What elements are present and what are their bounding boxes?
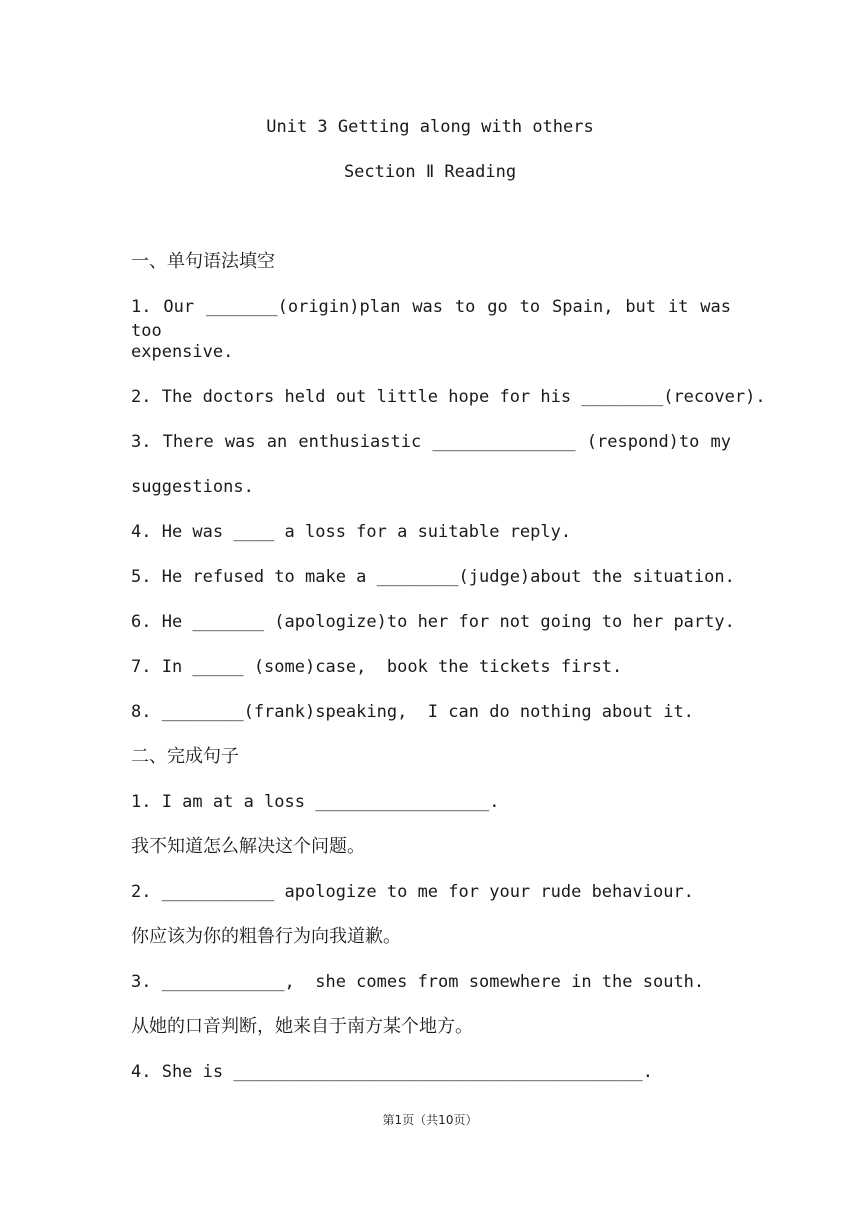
- sentence-3-chinese: 从她的口音判断，她来自于南方某个地方。: [131, 1016, 473, 1037]
- sentence-1-chinese: 我不知道怎么解决这个问题。: [131, 836, 365, 857]
- exercise-1-line-2: expensive.: [131, 342, 234, 362]
- exercise-2: 2. The doctors held out little hope for his ________(recover).: [131, 387, 766, 407]
- sentence-2-english: 2. ___________ apologize to me for your rude behaviour.: [131, 882, 694, 902]
- sentence-3-english: 3. ____________, she comes from somewhere in the south.: [131, 972, 705, 992]
- sentence-2-chinese: 你应该为你的粗鲁行为向我道歉。: [131, 926, 401, 947]
- sentence-4-english: 4. She is ________________________________________.: [131, 1062, 653, 1082]
- section-subtitle: Section Ⅱ Reading: [343, 162, 517, 182]
- exercise-8: 8. ________(frank)speaking, I can do nothing about it.: [131, 702, 694, 722]
- exercise-5: 5. He refused to make a ________(judge)about the situation.: [131, 567, 735, 587]
- exercise-7: 7. In _____ (some)case, book the tickets first.: [131, 657, 623, 677]
- page-title: Unit 3 Getting along with others: [266, 117, 594, 137]
- exercise-3-line-2: suggestions.: [131, 477, 254, 497]
- page-footer: 第1页（共10页）: [382, 1113, 478, 1127]
- exercise-4: 4. He was ____ a loss for a suitable reply.: [131, 522, 572, 542]
- exercise-1-line-1: 1. Our _______(origin)plan was to go to Spain, but it was too: [131, 297, 731, 341]
- section1-heading: 一、单句语法填空: [131, 251, 275, 272]
- section2-heading: 二、完成句子: [131, 746, 239, 767]
- sentence-1-english: 1. I am at a loss _________________.: [131, 792, 500, 812]
- exercise-3-line-1: 3. There was an enthusiastic ______________ (respond)to my: [131, 432, 731, 452]
- exercise-6: 6. He _______ (apologize)to her for not going to her party.: [131, 612, 735, 632]
